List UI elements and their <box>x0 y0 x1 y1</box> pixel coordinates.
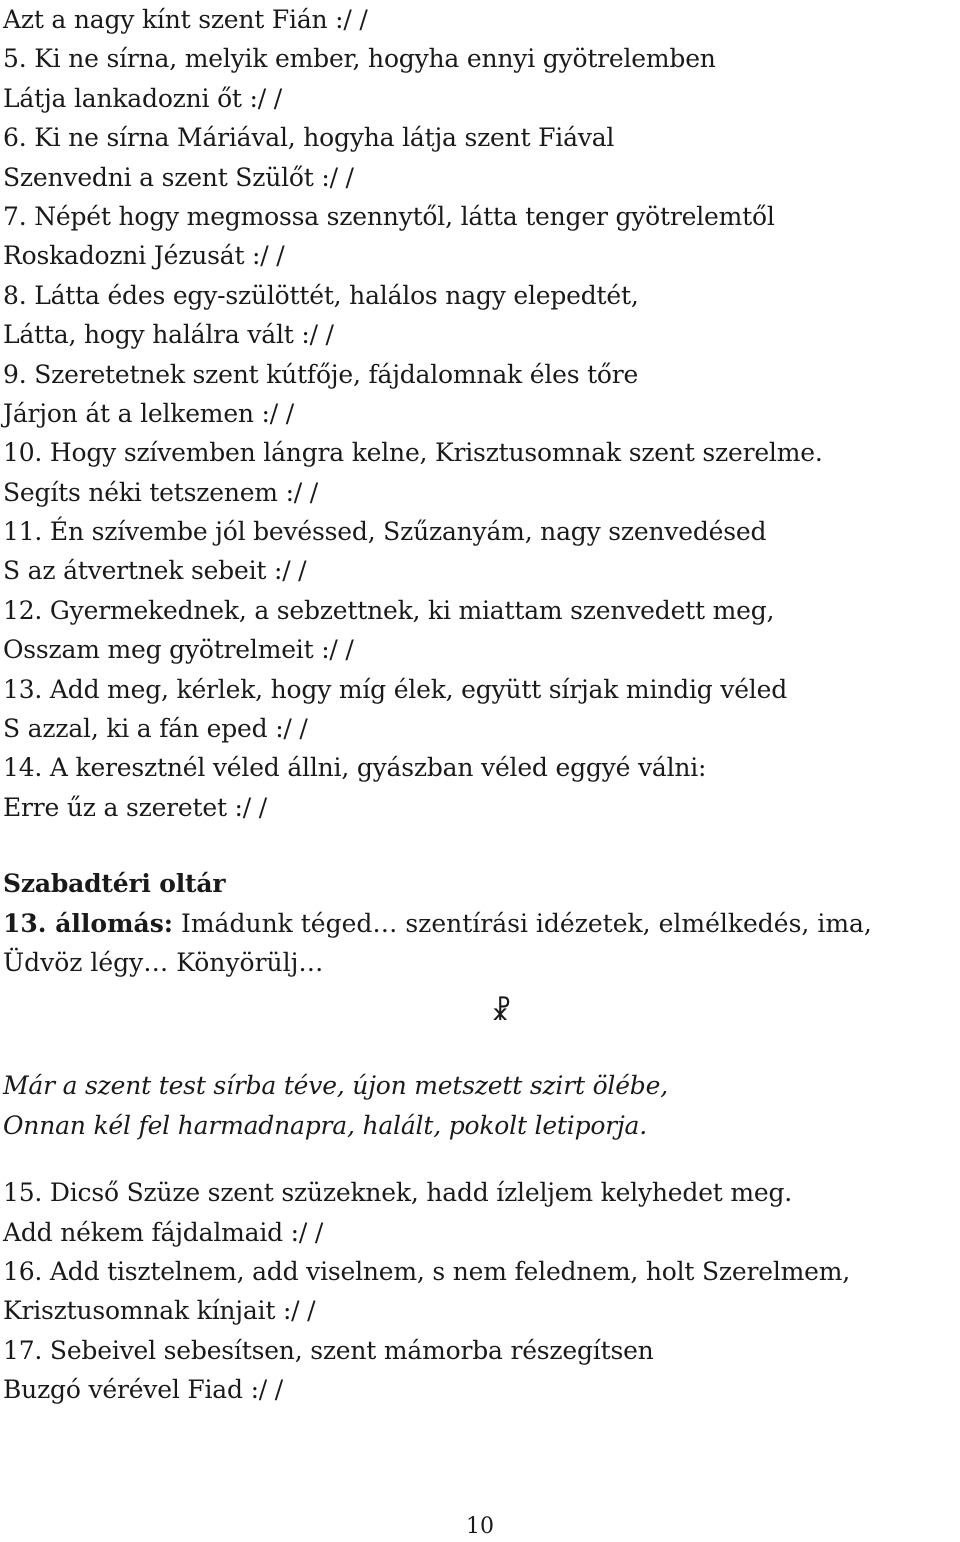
verse-line: Buzgó vérével Fiad :/ / <box>3 1375 283 1405</box>
station-section <box>3 864 957 982</box>
verse-line: Segíts néki tetszenem :/ / <box>3 477 318 507</box>
hymn-verses-top <box>3 0 957 827</box>
verse-line: Erre űz a szeretet :/ / <box>3 792 267 822</box>
page-number: 10 <box>466 1514 494 1539</box>
verse-line: Azt a nagy kínt szent Fián :/ / <box>3 5 368 34</box>
italic-verses <box>3 1066 957 1145</box>
verse-line: 13. Add meg, kérlek, hogy míg élek, együtt sírjak mindig véled <box>3 674 787 704</box>
hymn-verses-bottom <box>3 1173 957 1409</box>
verse-line: Látja lankadozni őt :/ / <box>3 83 282 113</box>
verse-line: Szenvedni a szent Szülőt :/ / <box>3 162 354 192</box>
verse-line: 8. Látta édes egy-szülöttét, halálos nagy elepedtét, <box>3 280 639 310</box>
verse-line: 16. Add tisztelnem, add viselnem, s nem felednem, holt Szerelmem, <box>3 1256 850 1286</box>
station-description <box>3 904 957 983</box>
station-label: 13. állomás: <box>3 908 174 938</box>
italic-line: Már a szent test sírba téve, újon metszett szirt ölébe, <box>3 1071 668 1101</box>
verse-line: 17. Sebeivel sebesítsen, szent mámorba részegítsen <box>3 1335 654 1365</box>
verse-line: Osszam meg gyötrelmeit :/ / <box>3 635 354 665</box>
chi-rho-icon: ☧ <box>491 997 512 1028</box>
verse-line: S azzal, ki a fán eped :/ / <box>3 714 308 744</box>
verse-line: 11. Én szívembe jól bevéssed, Szűzanyám, nagy szenvedésed <box>3 517 767 547</box>
verse-line: 10. Hogy szívemben lángra kelne, Krisztusomnak szent szerelme. <box>3 438 823 468</box>
verse-line: 5. Ki ne sírna, melyik ember, hogyha ennyi gyötrelemben <box>3 44 716 74</box>
verse-line: Látta, hogy halálra vált :/ / <box>3 320 334 350</box>
symbol-row <box>3 982 957 1044</box>
verse-line: 7. Népét hogy megmossa szennytől, látta tenger gyötrelemtől <box>3 201 775 231</box>
verse-line: 14. A keresztnél véled állni, gyászban véled eggyé válni: <box>3 753 707 783</box>
verse-line: 12. Gyermekednek, a sebzettnek, ki miattam szenvedett meg, <box>3 595 775 625</box>
verse-line: Krisztusomnak kínjait :/ / <box>3 1296 316 1326</box>
verse-line: Add nékem fájdalmaid :/ / <box>3 1217 324 1247</box>
verse-line: S az átvertnek sebeit :/ / <box>3 556 307 586</box>
italic-line: Onnan kél fel harmadnapra, halált, pokolt letiporja. <box>3 1110 647 1140</box>
verse-line: 15. Dicső Szüze szent szüzeknek, hadd ízleljem kelyhedet meg. <box>3 1178 793 1208</box>
verse-line: Roskadozni Jézusát :/ / <box>3 241 285 271</box>
section-heading: Szabadtéri oltár <box>3 869 226 899</box>
station-text: Imádunk téged… szentírási idézetek, elmélkedés, ima, Üdvöz légy… Könyörülj… <box>3 908 872 977</box>
verse-line: 9. Szeretetnek szent kútfője, fájdalomnak éles tőre <box>3 359 639 389</box>
verse-line: Járjon át a lelkemen :/ / <box>3 398 294 428</box>
verse-line: 6. Ki ne sírna Máriával, hogyha látja szent Fiával <box>3 123 615 153</box>
document-page <box>3 0 957 1410</box>
